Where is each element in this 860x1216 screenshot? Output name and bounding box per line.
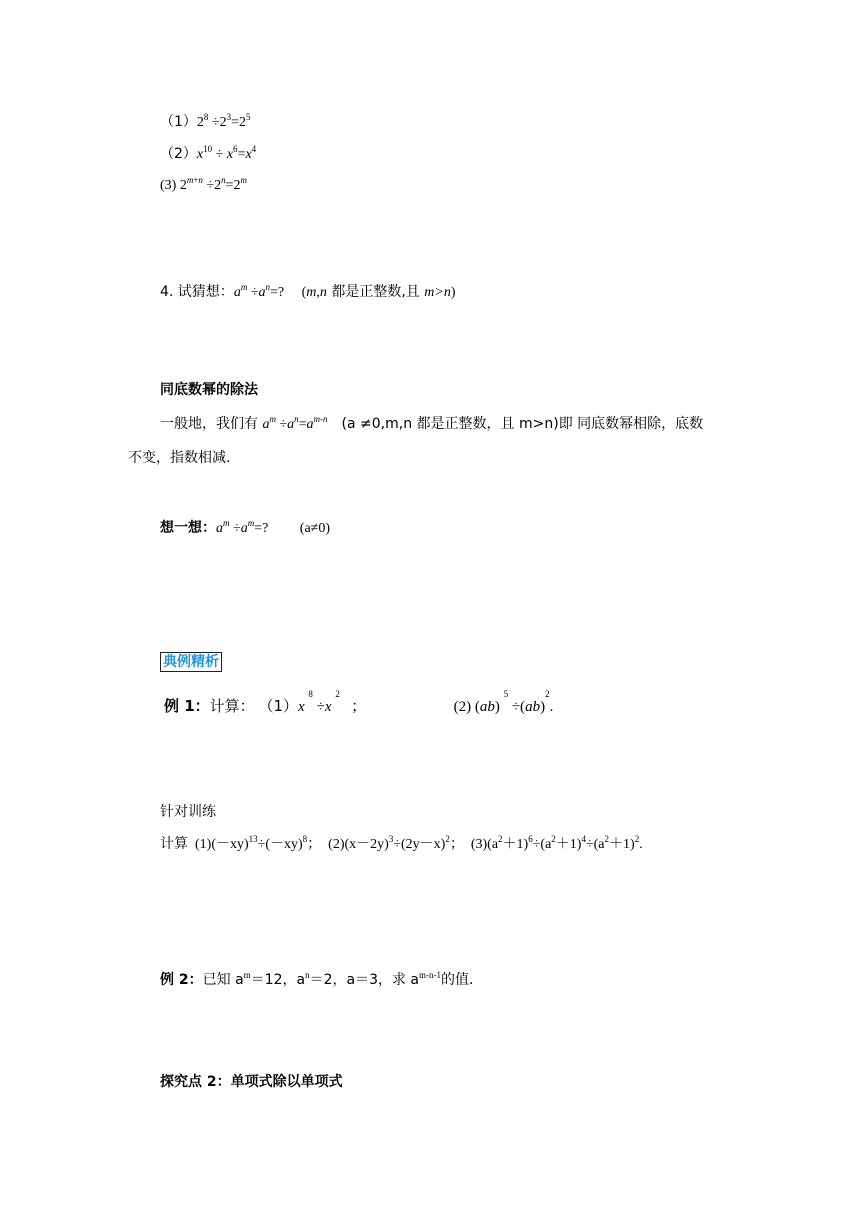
training-problems: 计算 $(1)(-xy)^{13}\div(-xy)^8$； $(2)(x-2y)^3\div(2y-x)^2$； $(3)(a^2+1)^6\div(a^2+1)^4\div(a^2+1)^2$.	[160, 834, 643, 852]
exercise-item-2: $(2)x^{10} \div x^6=x^4$	[160, 144, 257, 162]
example-analysis-box	[160, 652, 222, 673]
example-1: 例 1：计算： （1）x $^8$ ÷x $^2$ ； (2) (ab) $^5$ ÷(ab)$^2$.	[164, 689, 554, 715]
example-2: 例 2：已知 $a^m=12$，$a^n=2$，a＝3，求 $a^{m-n-1}$的值．	[160, 970, 484, 988]
section-heading: 同底数幂的除法	[160, 382, 258, 398]
example-analysis-label: 典例精析	[160, 652, 222, 672]
exercise-item-1: $(1)2^8 \div 2^3=2^5$	[160, 112, 251, 130]
think-question: 想一想：$a^m \div a^m=$? (a≠0)	[160, 518, 331, 536]
exercise-item-3: (3) $2^{m+n} \div 2^n=2^m$	[160, 175, 247, 193]
rule-statement-line-1: 一般地，我们有 $a^m \div a^n=a^{m-n}$ (a ≠0,m,n 都是正整数，且 m>n)即 同底数幂相除，底数	[160, 414, 704, 432]
rule-statement-line-2: 不变，指数相减.	[128, 450, 231, 466]
explore-heading: 探究点 2：单项式除以单项式	[160, 1074, 343, 1090]
training-heading: 针对训练	[160, 804, 216, 820]
guess-question: 4. 试猜想：$a^m \div a^n=$? (m,n 都是正整数,且 m>n)	[160, 282, 456, 300]
